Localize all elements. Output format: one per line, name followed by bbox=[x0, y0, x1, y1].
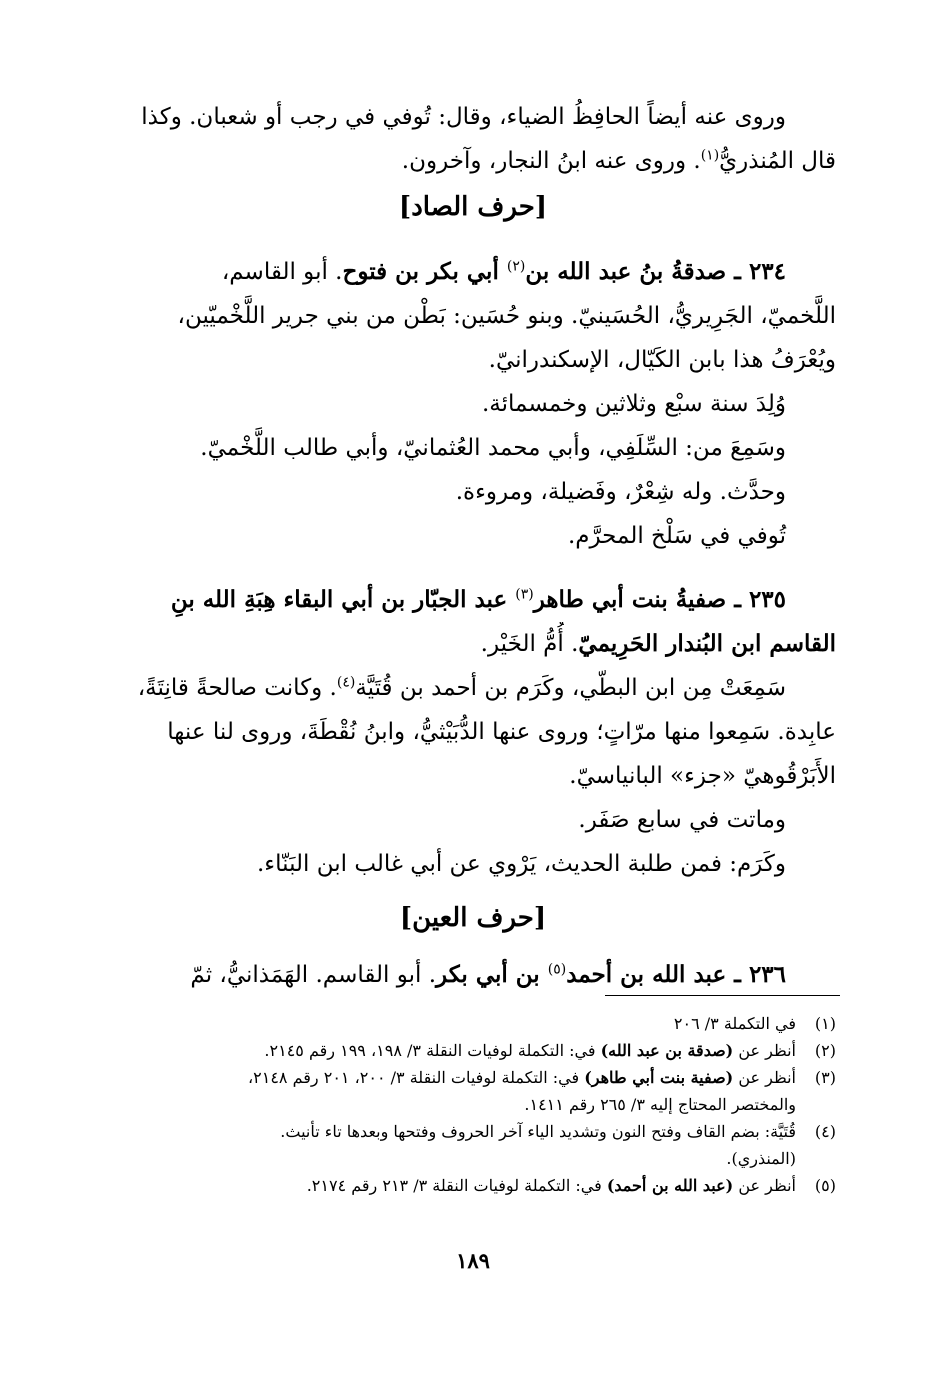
entry-234-heard: وسَمِعَ من: السِّلَفِي، وأبي محمد العُثمانيّ، وأبي طالب اللَّخْميّ. bbox=[200, 435, 786, 461]
footnote-ref-1[interactable]: (١) bbox=[700, 147, 720, 164]
footnote-ref-4[interactable]: (٤) bbox=[336, 674, 356, 691]
footnote-text-a: أنظر عن bbox=[733, 1176, 796, 1195]
intro-line-2-text-a: قال المُنذريُّ bbox=[719, 148, 836, 174]
entry-235-heard-line-2: عابِدة. سَمِعوا منها مرّاتٍ؛ وروى عنها الدُّبَيْثيُّ، وابنُ نُقْطَةَ، وروى لنا عنها bbox=[167, 719, 836, 745]
footnote-1 bbox=[110, 1010, 836, 1037]
footnote-ref-3[interactable]: (٣) bbox=[515, 586, 534, 603]
entry-234 bbox=[120, 250, 836, 558]
footnote-text bbox=[110, 1172, 796, 1199]
footnotes bbox=[110, 1010, 836, 1199]
section-heading-ain: [حرف العين] bbox=[399, 903, 547, 933]
entry-235-heard-text-a: سَمِعَتْ مِن ابن البطّي، وكَرَم بن أحمد بن قُتَيَّة bbox=[355, 675, 786, 701]
entry-234-died: تُوفي في سَلْخ المحرَّم. bbox=[567, 523, 786, 549]
footnote-text bbox=[110, 1118, 796, 1172]
footnote-text-c: والمختصر المحتاج إليه ٣/ ٢٦٥ رقم ١٤١١. bbox=[524, 1095, 796, 1114]
footnote-text-b: في: التكملة لوفيات النقلة ٣/ ٢٠٠، ٢٠١ رقم ٢١٤٨، bbox=[247, 1068, 585, 1087]
footnote-number[interactable]: (١) bbox=[814, 1014, 836, 1033]
entry-236-name-a: ٢٣٦ ـ عبد الله بن أحمد bbox=[566, 961, 786, 988]
footnote-separator bbox=[605, 995, 840, 996]
entry-235-name-a: ٢٣٥ ـ صفيةُ بنت أبي طاهر bbox=[533, 586, 786, 613]
footnote-5 bbox=[110, 1172, 836, 1199]
entry-236-line-1-rest: . أبو القاسم. الهَمَذانيُّ، ثمّ bbox=[190, 962, 437, 988]
entry-235-line-2-rest: . أُمُّ الخَيْر. bbox=[480, 631, 579, 657]
footnote-text: في التكملة ٣/ ٢٠٦ bbox=[673, 1014, 796, 1033]
entry-236-name-b: بن أبي بكر bbox=[436, 961, 548, 988]
entry-234-line-1 bbox=[120, 250, 836, 294]
footnote-text-a: أنظر عن bbox=[733, 1068, 796, 1087]
entry-234-line-1-rest: . أبو القاسم، bbox=[221, 259, 343, 285]
entry-234-name-b: أبي بكر بن فتوح bbox=[342, 258, 507, 285]
entry-234-narrated: وحدَّث. وله شِعْرٌ، وفَضيلة، ومروءة. bbox=[455, 479, 786, 505]
footnote-number[interactable]: (٥) bbox=[814, 1176, 836, 1195]
footnote-text-b: في: التكملة لوفيات النقلة ٣/ ٢١٣ رقم ٢١٧٤. bbox=[306, 1176, 607, 1195]
footnote-subject: (عبد الله بن أحمد) bbox=[606, 1176, 734, 1195]
entry-234-born: وُلِدَ سنة سبْع وثلاثين وخمسمائة. bbox=[482, 391, 786, 417]
footnote-text-a: قُتَيَّة: بضم القاف وفتح النون وتشديد الياء آخر الحروف وفتحها وبعدها تاء تأنيث. bbox=[280, 1122, 796, 1141]
entry-235-heard-text-b: . وكانت صالحةً قانِتَةً، bbox=[137, 675, 337, 701]
entry-235-heard-line-3: الأَبَرْقُوهيّ «جزء» البانياسيّ. bbox=[569, 763, 836, 789]
entry-235-karam: وكَرَم: فمن طلبة الحديث، يَرْوي عن أبي غالب ابن البَنّاء. bbox=[257, 851, 786, 877]
intro-line-2 bbox=[120, 139, 836, 183]
page-number: ١٨٩ bbox=[456, 1248, 490, 1273]
entry-236 bbox=[120, 953, 836, 997]
footnote-text bbox=[110, 1037, 796, 1064]
intro-line-2-text-b: . وروى عنه ابنُ النجار، وآخرون. bbox=[401, 148, 701, 174]
footnote-ref-5[interactable]: (٥) bbox=[547, 961, 567, 978]
entry-235-died: وماتت في سابع صَفَر. bbox=[578, 807, 786, 833]
entry-234-line-3: ويُعْرَفُ هذا بابن الكَيّال، الإسكندرانيّ. bbox=[488, 347, 836, 373]
entry-235-line-1 bbox=[120, 578, 836, 622]
entry-236-line-1 bbox=[120, 953, 836, 997]
footnote-3 bbox=[110, 1064, 836, 1118]
entry-235-line-2 bbox=[120, 622, 836, 666]
footnote-subject: (صدقة بن عبد الله) bbox=[600, 1041, 734, 1060]
footnote-2 bbox=[110, 1037, 836, 1064]
entry-235-heard-line-1 bbox=[120, 666, 836, 710]
footnote-number[interactable]: (٢) bbox=[814, 1041, 836, 1060]
footnote-subject: (صفية بنت أبي طاهر) bbox=[584, 1068, 734, 1087]
footnote-ref-2[interactable]: (٢) bbox=[506, 258, 526, 275]
footnote-text-c: (المنذري). bbox=[726, 1149, 796, 1168]
intro-line-1: وروى عنه أيضاً الحافِظُ الضياء، وقال: تُوفي في رجب أو شعبان. وكذا bbox=[141, 104, 786, 130]
entry-234-name-a: ٢٣٤ ـ صدقةُ بنُ عبد الله بن bbox=[525, 258, 786, 285]
entry-234-line-2: اللَّخميّ، الجَرِيريُّ، الحُسَينيّ. وبنو حُسَين: بَطْن من بني جرير اللَّخْميّين، bbox=[177, 303, 836, 329]
footnote-4 bbox=[110, 1118, 836, 1172]
section-heading-sad: [حرف الصاد] bbox=[398, 192, 548, 222]
footnote-number[interactable]: (٣) bbox=[814, 1068, 836, 1087]
footnote-text-a: أنظر عن bbox=[733, 1041, 796, 1060]
footnote-number[interactable]: (٤) bbox=[814, 1122, 836, 1141]
intro-paragraph bbox=[120, 95, 836, 183]
entry-235 bbox=[120, 578, 836, 886]
footnote-text bbox=[110, 1064, 796, 1118]
footnote-text-b: في: التكملة لوفيات النقلة ٣/ ١٩٨، ١٩٩ رقم ٢١٤٥. bbox=[264, 1041, 601, 1060]
entry-235-name-c: القاسم ابن البُندار الحَرِيميّ bbox=[578, 630, 836, 657]
entry-235-name-b: عبد الجبّار بن أبي البقاء هِبَةِ الله بنِ bbox=[170, 586, 516, 613]
